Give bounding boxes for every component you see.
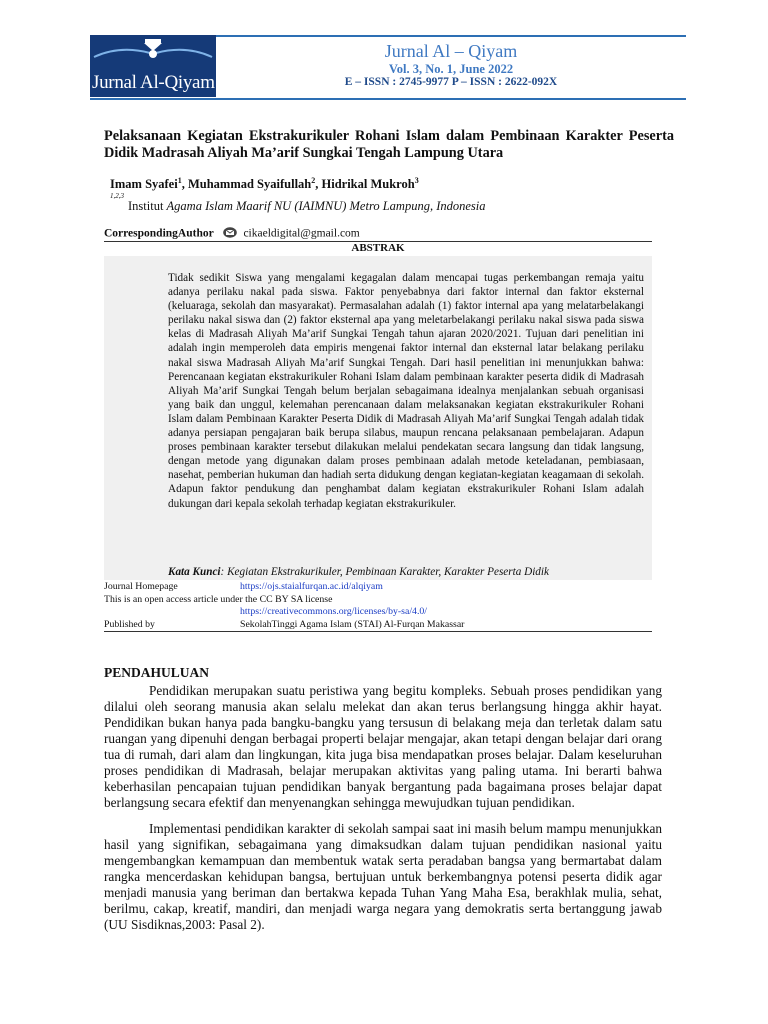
homepage-link[interactable]: https://ojs.staialfurqan.ac.id/alqiyam [240,581,383,592]
affiliation-prefix: Institut [128,199,167,213]
author-name: Imam Syafei [110,177,178,192]
homepage-row [104,581,652,594]
corresponding-label: CorrespondingAuthor [104,227,214,240]
section-heading: PENDAHULUAN [104,665,210,680]
author-sup: 3 [414,176,419,185]
header-rule-bottom [90,98,686,100]
license-row [104,594,652,607]
license-url-row [104,606,652,619]
author-name: Hidrikal Mukroh [321,177,415,192]
journal-logo [90,35,216,97]
corresponding-author [104,227,360,241]
affiliation-superscript: 1,2,3 [110,192,124,200]
affiliation [128,199,486,214]
homepage-label: Journal Homepage [104,581,178,592]
published-label: Published by [104,618,155,630]
publisher-row [104,619,652,632]
body-paragraph: Implementasi pendidikan karakter di sekolah sampai saat ini masih belum mampu menunjukkan hasil yang signifikan, sebagaimana yang dimaksudkan dalam tujuan pendidikan nasional yaitu mengembangkan kemampuan dan membentuk watak serta peradaban bangsa yang bermartabat dalam rangka mencerdaskan kehidupan bangsa, bertujuan untuk berkembangnya potensi peserta didik agar menjadi manusia yang beriman dan bertakwa kepada Tuhan Yang Maha Esa, berakhlak mulia, sehat, berilmu, cakap, kreatif, mandiri, dan menjadi warga negara yang demokratis serta bertanggung jawab (UU Sisdiknas,2003: Pasal 2). [104,821,662,932]
author-list: Imam Syafei$^1$, Muhammad Syaifullah$^2$, Hidrikal Mukroh$^3$ [110,176,419,192]
corresponding-email[interactable]: cikaeldigital@gmail.com [243,227,360,240]
logo-text: Jurnal Al-Qiyam [92,72,215,93]
header-rule-top [216,35,686,37]
envelope-icon [223,227,237,241]
author-sup: 2 [311,176,316,185]
license-link[interactable]: https://creativecommons.org/licenses/by-sa/4.0/ [240,606,428,618]
abstract-text: Tidak sedikit Siswa yang mengalami kegagalan dalam mencapai tugas perkembangan remaja yaitu adanya perilaku nakal pada siswa. Faktor penyebabnya dari faktor internal dan faktor eksternal (keluaraga, sekolah dan masyarakat). Permasalahan adalah (1) faktor internal apa yang melatarbelakangi perilaku nakal siswa dan (2) faktor eksternal apa yang meletarbelakangi perilaku nakal siswa pada siswa kelas di Madrasah Aliyah Ma’arif Sungkai Tengah tahun ajaran 2020/2021. Tujuan dari penelitian ini adalah ingin memperoleh data empiris mengenai faktor internal dan eksternal latar belakang perilaku nakal siswa Madrasah Aliyah Ma’arif Sungkai Tengah. Dari hasil penelitian ini menunjukkan bahwa: Perencanaan kegiatan ekstrakurikuler Rohani Islam dalam pembinaan karakter peserta didik di Madrasah Aliyah Ma’arif Sungkai Tengah belum berjalan sebagaimana idealnya menjalankan sebuah organisasi yang baik dan unggul, kelemahan perencanaan dalam melaksanakan kegiatan ekstrakurikuler Rohani Islam dalam Pembinaan Karakter Peserta Didik di Madrasah Aliyah Ma’arif Sungkai Tengah adalah tidak adanya persiapan pengajaran baik berupa silabus, maupun rencana pelaksanaan pembelajaran. Adapun proses pembinaan karakter tersebut dilakukan melalui pendekatan secara langsung dan tidak langsung, dengan metode yang digunakan dalam proses pembinaan adalah metode keteladanan, pembiasaan, nasehat, pemberian hukuman dan hadiah serta didukung dengan kegiatan-kegiatan keagamaan di sekolah. Adapun faktor pendukung dan penghambat dalam kegiatan ekstrakurikuler Rohani Islam adalah dukungan dari kepala sekolah terhadap kegiatan ekstrakurikuler. [168,272,644,510]
metadata-rule-bottom [104,631,652,632]
body-paragraph: Pendidikan merupakan suatu peristiwa yang begitu kompleks. Sebuah proses pendidikan yang dilalui oleh seorang manusia akan selalu melekat dan akan terus berlangsung hingga akhir hayat. Pendidikan bukan hanya pada bangku-bangku yang tersusun di belakang meja dan terletak dalam satu ruangan yang dipenuhi dengan berbagai properti belajar mengajar, akan tetapi dengan belajar dari orang tua di rumah, dari alam dan lingkungan, kita juga bisa mendapatkan proses belajar. Dalam keseluruhan proses pendidikan di Madrasah, belajar merupakan aktivitas yang paling utama. Ini berarti bahwa keberhasilan pencapaian tujuan pendidikan banyak bergantung pada bagaimana proses belajar dapat berlangsung secara efektif dan menyenangkan sehingga mewujudkan tujuan pendidikan. [104,683,662,810]
author-sup: 1 [177,176,182,185]
journal-issn: E – ISSN : 2745-9977 P – ISSN : 2622-092X [344,76,558,88]
keywords [168,566,648,578]
author-name: Muhammad Syaifullah [187,177,312,192]
affiliation-name: Agama Islam Maarif NU (IAIMNU) Metro Lampung, Indonesia [166,199,486,213]
article-title: Pelaksanaan Kegiatan Ekstrakurikuler Rohani Islam dalam Pembinaan Karakter Peserta Didik Madrasah Aliyah Ma’arif Sungkai Tengah Lampung Utara [104,128,674,161]
abstract-heading: ABSTRAK [351,242,405,254]
article-metadata [104,581,652,631]
license-label: This is an open access article under the CC BY SA license [104,593,333,605]
keywords-label: Kata Kunci [168,566,221,578]
publisher-name: SekolahTinggi Agama Islam (STAI) Al-Furqan Makassar [240,618,465,630]
keywords-list: : Kegiatan Ekstrakurikuler, Pembinaan Karakter, Karakter Peserta Didik [220,566,549,578]
journal-name: Jurnal Al – Qiyam [384,41,518,61]
journal-volume: Vol. 3, No. 1, June 2022 [388,62,514,76]
